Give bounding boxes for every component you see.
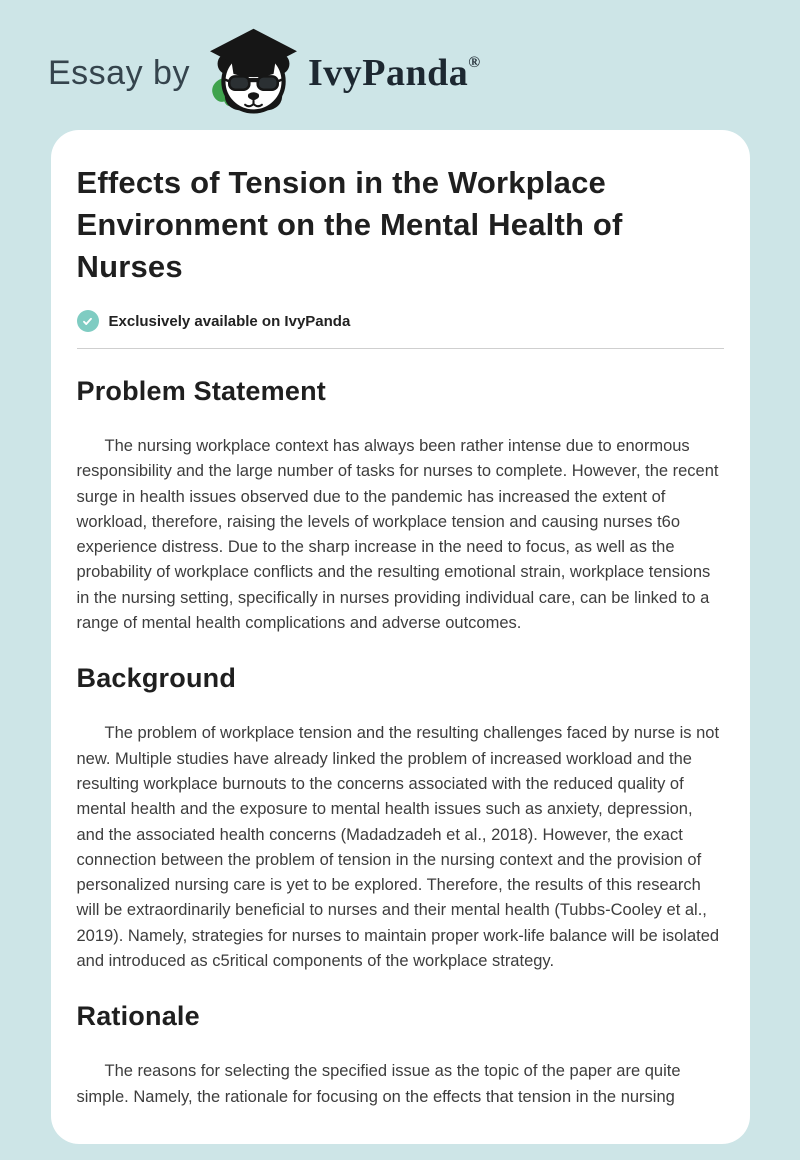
brand-text: IvyPanda [307,52,469,94]
registered-mark: ® [468,54,481,71]
section-problem-statement [77,376,724,636]
ivypanda-logo-icon[interactable] [200,25,302,121]
section-rationale [77,1001,724,1110]
section-paragraph: The nursing workplace context has always been rather intense due to enormous responsibility and the large number of tasks for nurses to complete. However, the recent surge in health issues observed due to the pandemic has increased the extent of workload, therefore, raising the levels of workplace tension and causing nurses t6o experience distress. Due to the sharp increase in the need to focus, as well as the probability of workplace conflicts and the resulting emotional strain, workplace tensions in the nursing setting, specifically in nurses providing individual care, can be linked to a range of mental health complications and adverse outcomes. [76,437,719,633]
site-header [0,0,800,122]
availability-row [77,310,724,332]
section-heading-background: Background [76,663,237,694]
check-icon [77,310,99,332]
section-paragraph: The problem of workplace tension and the resulting challenges faced by nurse is not new. Multiple studies have already linked the problem of increased workload and the resulting workplace burnouts to the concerns associated with the reduced quality of mental health and the exposure to mental health issues such as anxiety, depression, and the associated health concerns (Madadzadeh et al., 2018). However, the exact connection between the problem of tension in the nursing context and the provision of personalized nursing care is yet to be explored. Therefore, the results of this research will be extraordinarily beneficial to nurses and their mental health (Tubbs-Cooley et al., 2019). Namely, strategies for nurses to maintain proper work-life balance will be isolated and introduced as c5ritical components of the workplace strategy. [76,724,720,971]
section-heading-rationale: Rationale [76,1001,200,1032]
section-heading-problem-statement: Problem Statement [76,376,326,406]
section-paragraph: The reasons for selecting the specified issue as the topic of the paper are quite simple. Namely, the rationale for focusing on the effects that tension in the nursing [76,1062,681,1106]
section-background [77,663,724,974]
essay-title: Effects of Tension in the Workplace Environment on the Mental Health of Nurses [76,165,623,284]
availability-label: Exclusively available on IvyPanda [108,312,351,330]
essay-card [51,130,750,1144]
brand-name[interactable] [308,51,481,95]
divider [77,348,724,349]
essay-by-label: Essay by [48,53,190,92]
